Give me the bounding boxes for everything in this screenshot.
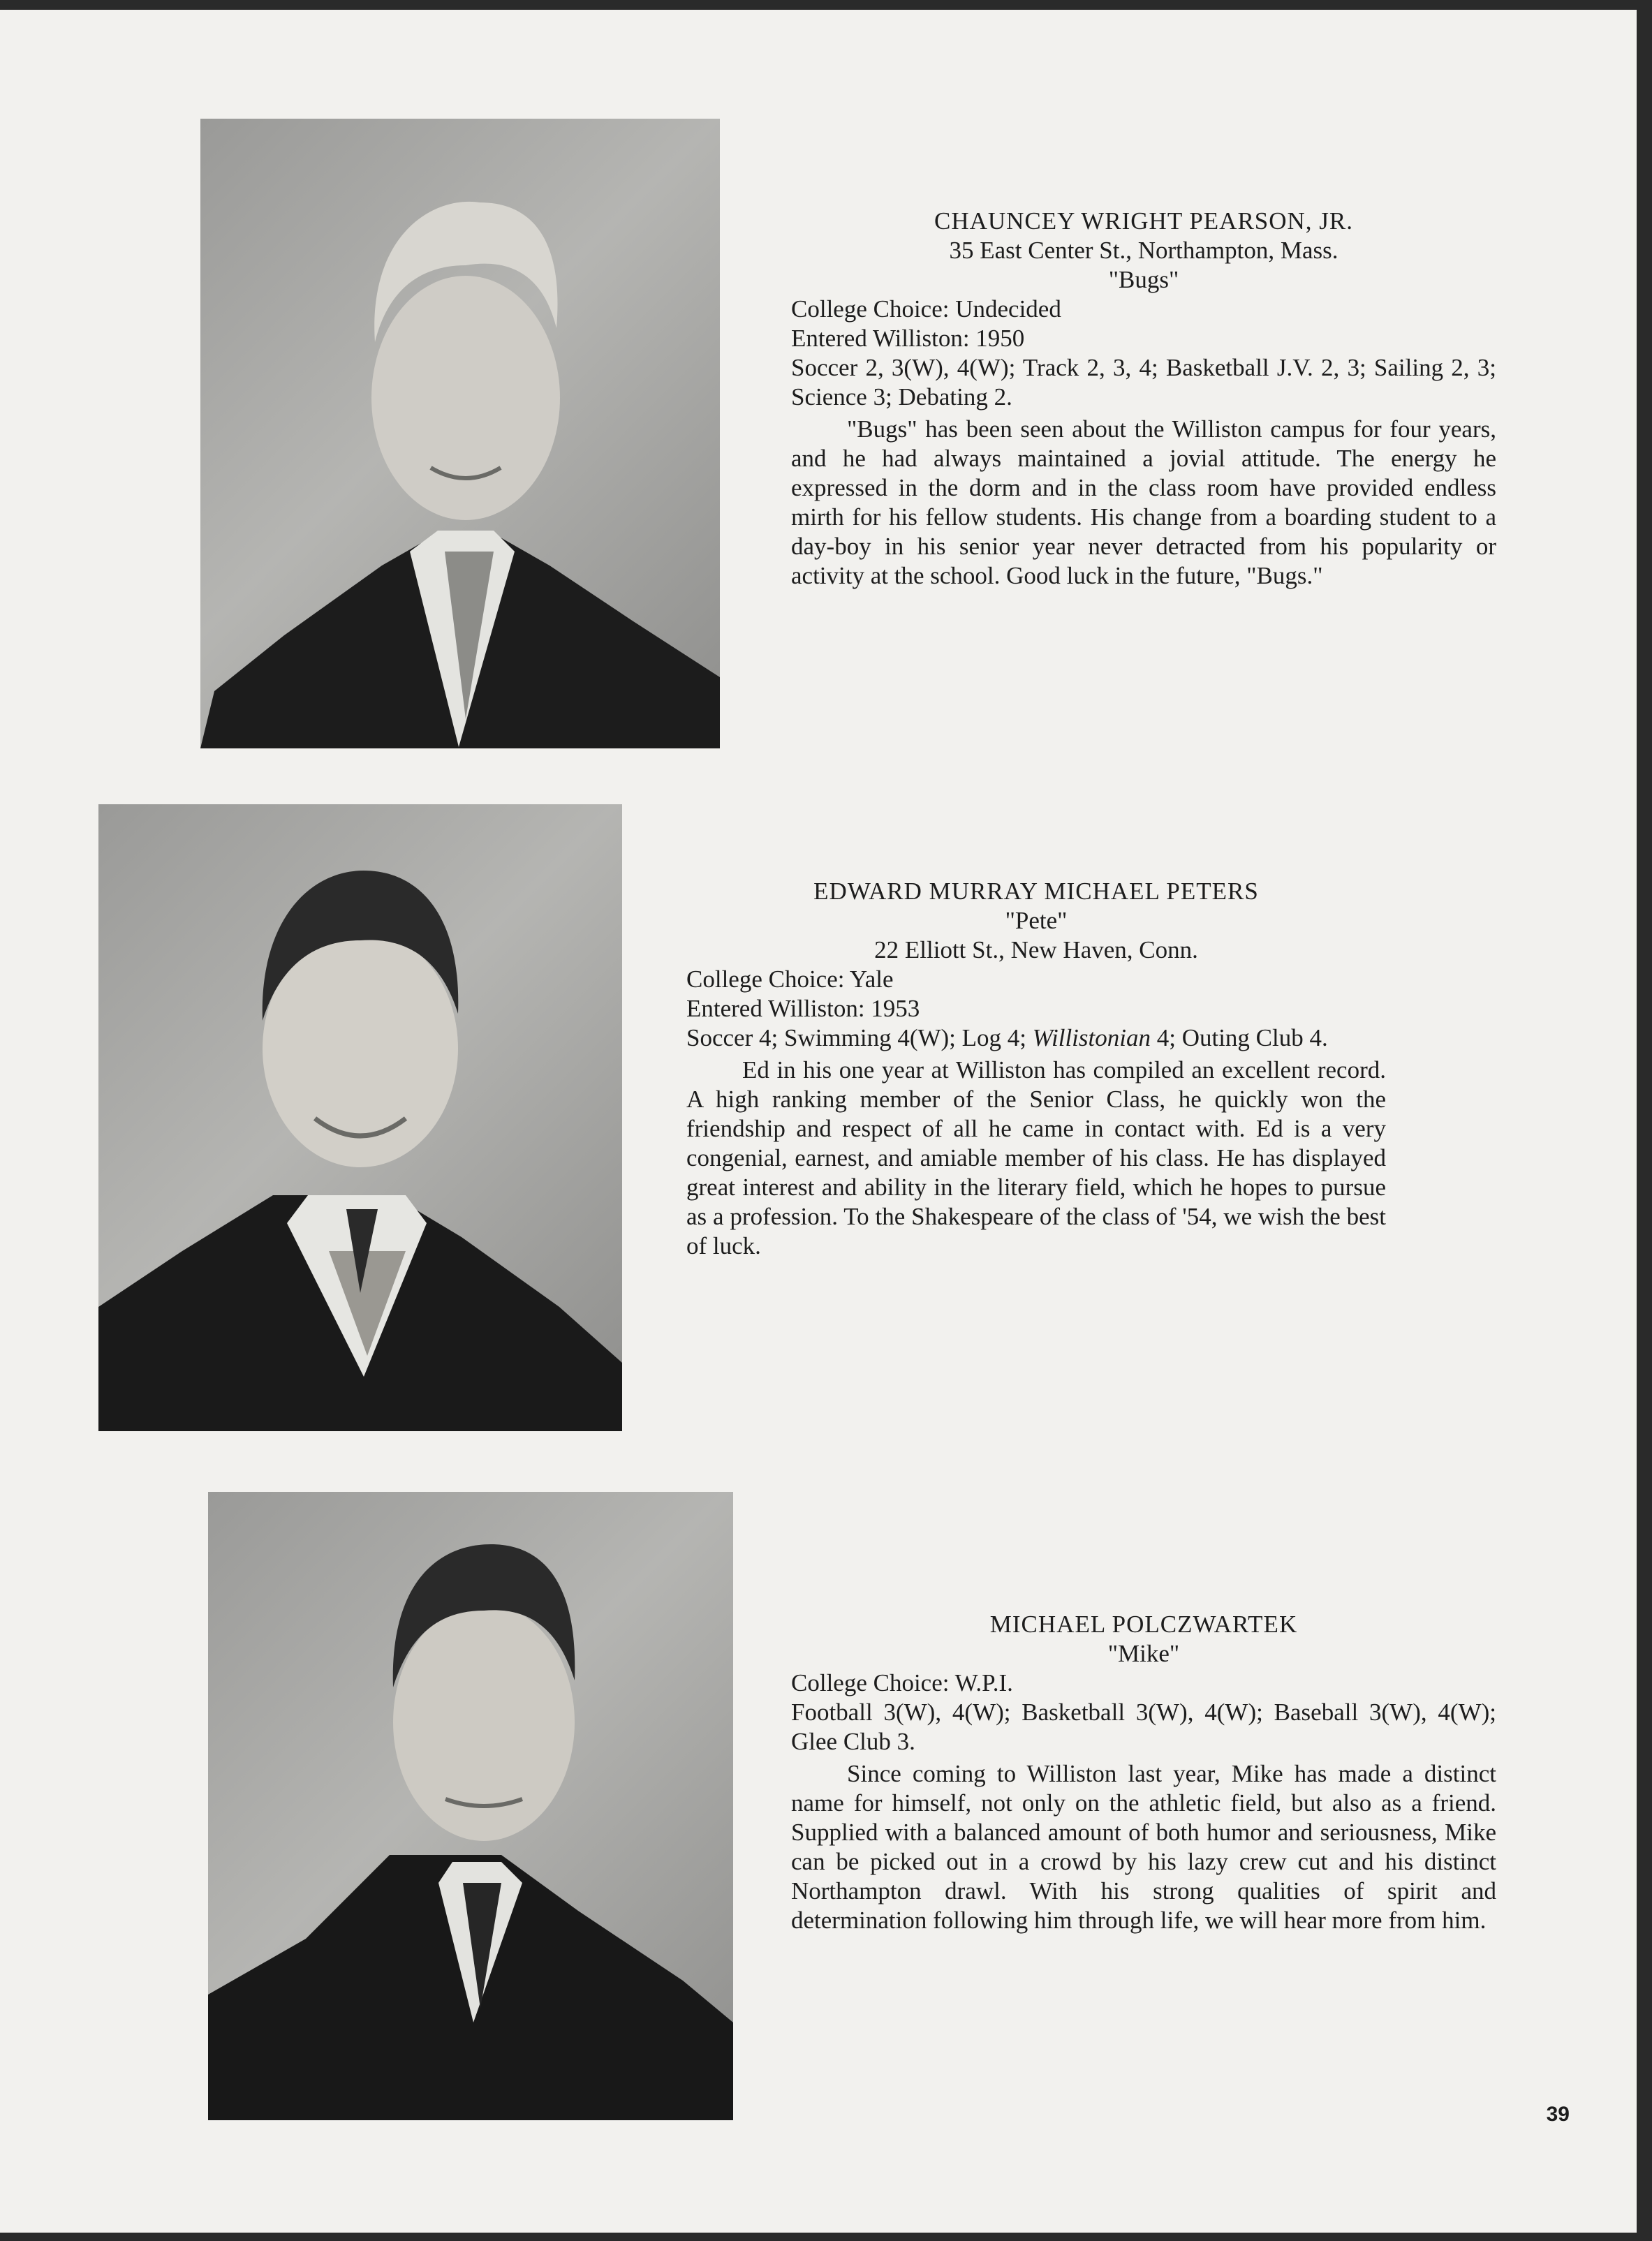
student-entry-polczwartek [791,1610,1496,1935]
college-choice: College Choice: W.P.I. [791,1669,1013,1696]
entered-williston: Entered Williston: 1953 [686,995,920,1022]
student-name: EDWARD MURRAY MICHAEL PETERS [813,878,1259,905]
scan-border-right [1637,0,1652,2241]
college-choice: College Choice: Undecided [791,295,1061,323]
student-entry-pearson [791,207,1496,591]
activities-publication-title: Willistonian [1032,1024,1151,1051]
activities: Soccer 2, 3(W), 4(W); Track 2, 3, 4; Basketball J.V. 2, 3; Sailing 2, 3; Science 3; Debating 2. [791,354,1496,411]
student-bio: "Bugs" has been seen about the Williston campus for four years, and he had always maintained a jovial attitude. The energy he expressed in the dorm and in the class room have provided endless mirth for his fellow students. His change from a boarding student to a day-boy in his senior year never detracted from his popularity or activity at the school. Good luck in the future, "Bugs." [791,415,1496,589]
activities: Football 3(W), 4(W); Basketball 3(W), 4(W); Baseball 3(W), 4(W); Glee Club 3. [791,1699,1496,1755]
activities [686,1023,1386,1053]
student-name: MICHAEL POLCZWARTEK [989,1611,1298,1638]
portrait-photo-peters [98,804,622,1431]
student-entry-peters [686,877,1386,1261]
portrait-photo-polczwartek [208,1492,733,2120]
student-nickname: "Bugs" [1108,266,1179,293]
student-nickname: "Pete" [1005,907,1068,934]
student-bio: Ed in his one year at Williston has compiled an excellent record. A high ranking member of the Senior Class, he quickly won the friendship and respect of all he came in contact with. Ed is a very congenial, earnest, and amiable member of his class. He has displayed great interest and ability in the literary field, which he hopes to pursue as a profession. To the Shakespeare of the class of '54, we wish the best of luck. [686,1056,1386,1259]
scan-border-bottom [0,2233,1652,2241]
college-choice: College Choice: Yale [686,966,894,993]
activities-text: Soccer 4; Swimming 4(W); Log 4; [686,1024,1033,1051]
scan-border-top [0,0,1652,10]
student-address: 22 Elliott St., New Haven, Conn. [874,936,1198,963]
student-bio: Since coming to Williston last year, Mike has made a distinct name for himself, not only on the athletic field, but also as a friend. Supplied with a balanced amount of both humor and seriousness, Mike can be picked out in a crowd by his lazy crew cut and his distinct Northampton drawl. With his strong qualities of spirit and determination following him through life, we will hear more from him. [791,1760,1496,1934]
page-number: 39 [1546,2103,1570,2126]
student-nickname: "Mike" [1107,1640,1180,1667]
student-address: 35 East Center St., Northampton, Mass. [949,237,1338,264]
student-name: CHAUNCEY WRIGHT PEARSON, JR. [934,207,1354,235]
activities-text-continued: 4; Outing Club 4. [1150,1024,1328,1051]
portrait-photo-pearson [200,119,720,748]
entered-williston: Entered Williston: 1950 [791,325,1025,352]
